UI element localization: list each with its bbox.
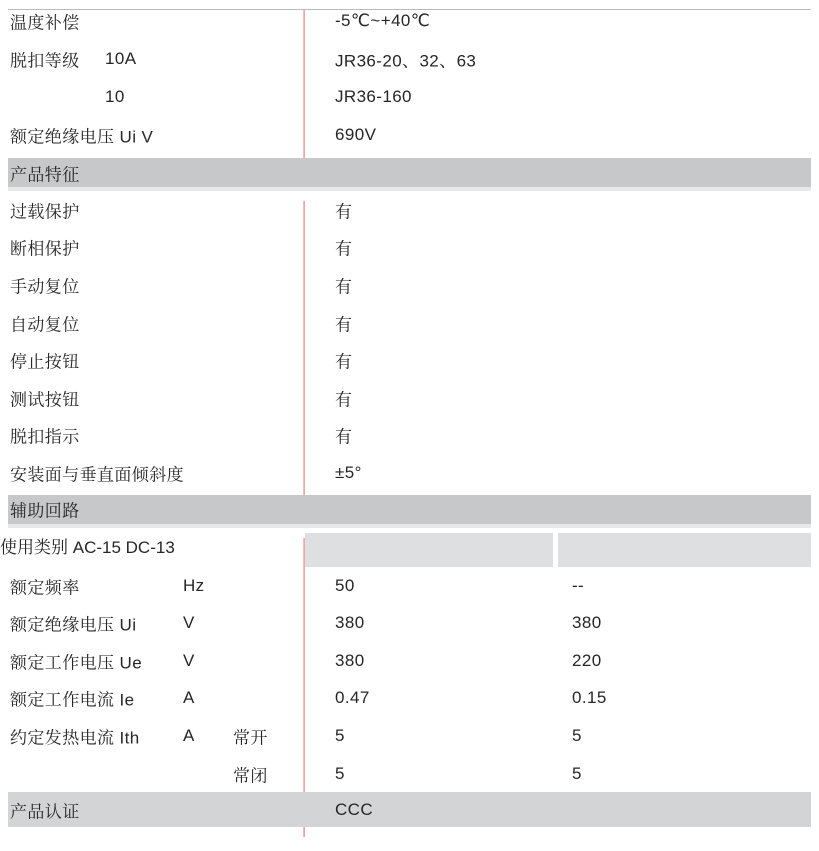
row-label: 约定发热电流 Ith	[10, 728, 140, 748]
section-title: 产品特征	[10, 165, 80, 184]
spec-row	[0, 2, 819, 40]
row-label: 安装面与垂直面倾斜度	[10, 465, 184, 485]
aux-column-header-row	[0, 533, 819, 567]
spec-row	[0, 266, 819, 304]
row-value-dc: 220	[572, 650, 602, 670]
spec-row	[0, 567, 819, 605]
row-value: JR36-160	[335, 87, 412, 106]
section-title: 辅助回路	[10, 501, 80, 521]
row-label: 额定频率	[10, 578, 80, 598]
spec-row	[0, 642, 819, 680]
section-features	[0, 191, 819, 492]
row-value: 有	[335, 239, 353, 259]
row-label: 测试按钮	[10, 390, 80, 410]
spec-row	[0, 680, 819, 718]
row-value-ac: 380	[335, 613, 365, 633]
section-title: 产品认证	[10, 802, 80, 822]
row-value: 有	[335, 315, 353, 335]
certification-value: CCC	[335, 799, 374, 819]
row-sublabel: 常开	[233, 728, 268, 748]
row-label: 使用类别	[0, 537, 68, 557]
row-value-dc: 380	[572, 613, 602, 633]
row-unit: Hz	[183, 575, 205, 595]
row-value: 有	[335, 202, 353, 222]
row-value: ±5°	[335, 462, 362, 482]
row-label: 自动复位	[10, 315, 80, 335]
row-unit: A	[183, 725, 195, 745]
section-auxiliary	[0, 567, 819, 793]
row-label: 额定工作电流 Ie	[10, 690, 135, 710]
spec-row	[0, 40, 819, 78]
row-value-ac: 380	[335, 650, 365, 670]
row-value-dc: 5	[572, 725, 582, 745]
row-sublabel: 10	[105, 87, 125, 106]
row-unit: V	[183, 613, 195, 633]
row-sublabel: 常闭	[233, 766, 268, 786]
row-value-dc: --	[572, 575, 585, 595]
spec-row	[0, 604, 819, 642]
spec-row	[0, 78, 819, 116]
spec-row	[0, 417, 819, 455]
row-value: 有	[335, 277, 353, 297]
row-value-ac: 5	[335, 725, 345, 745]
row-value-ac: 50	[335, 575, 355, 595]
section-certification	[8, 792, 811, 827]
spec-row	[0, 454, 819, 492]
row-label: 额定绝缘电压 Ui V	[10, 127, 154, 147]
row-value: -5℃~+40℃	[335, 11, 431, 30]
spec-row	[0, 191, 819, 229]
row-unit: A	[183, 688, 195, 708]
column-header-dc13: DC-13	[125, 537, 175, 557]
spec-row	[0, 229, 819, 267]
row-label: 脱扣等级	[10, 51, 80, 71]
row-label: 手动复位	[10, 277, 80, 297]
spec-row	[0, 116, 819, 154]
row-value: JR36-20、32、63	[335, 51, 477, 71]
spec-row	[0, 304, 819, 342]
row-label: 断相保护	[10, 239, 80, 259]
spec-row	[0, 379, 819, 417]
column-header-cell-ac15	[305, 533, 553, 567]
column-header-cell-dc13	[558, 533, 811, 567]
section-header-features	[8, 158, 811, 191]
row-value-dc: 5	[572, 763, 582, 783]
row-label: 停止按钮	[10, 352, 80, 372]
row-value: 有	[335, 390, 353, 410]
spec-row	[0, 755, 819, 793]
row-value-dc: 0.15	[572, 688, 607, 708]
row-unit: V	[183, 650, 195, 670]
row-label: 过载保护	[10, 202, 80, 222]
row-value-ac: 0.47	[335, 688, 370, 708]
row-label: 脱扣指示	[10, 427, 80, 447]
section-general	[0, 2, 819, 154]
row-label: 额定绝缘电压 Ui	[10, 615, 137, 635]
column-header-ac15: AC-15	[72, 537, 121, 557]
spec-row	[0, 341, 819, 379]
row-value: 有	[335, 427, 353, 447]
row-value: 有	[335, 352, 353, 372]
section-header-auxiliary	[8, 495, 811, 528]
row-label: 温度补偿	[10, 13, 80, 33]
row-value: 690V	[335, 125, 377, 144]
row-label: 额定工作电压 Ue	[10, 653, 143, 673]
row-sublabel: 10A	[105, 49, 137, 68]
spec-row	[0, 717, 819, 755]
row-value-ac: 5	[335, 763, 345, 783]
